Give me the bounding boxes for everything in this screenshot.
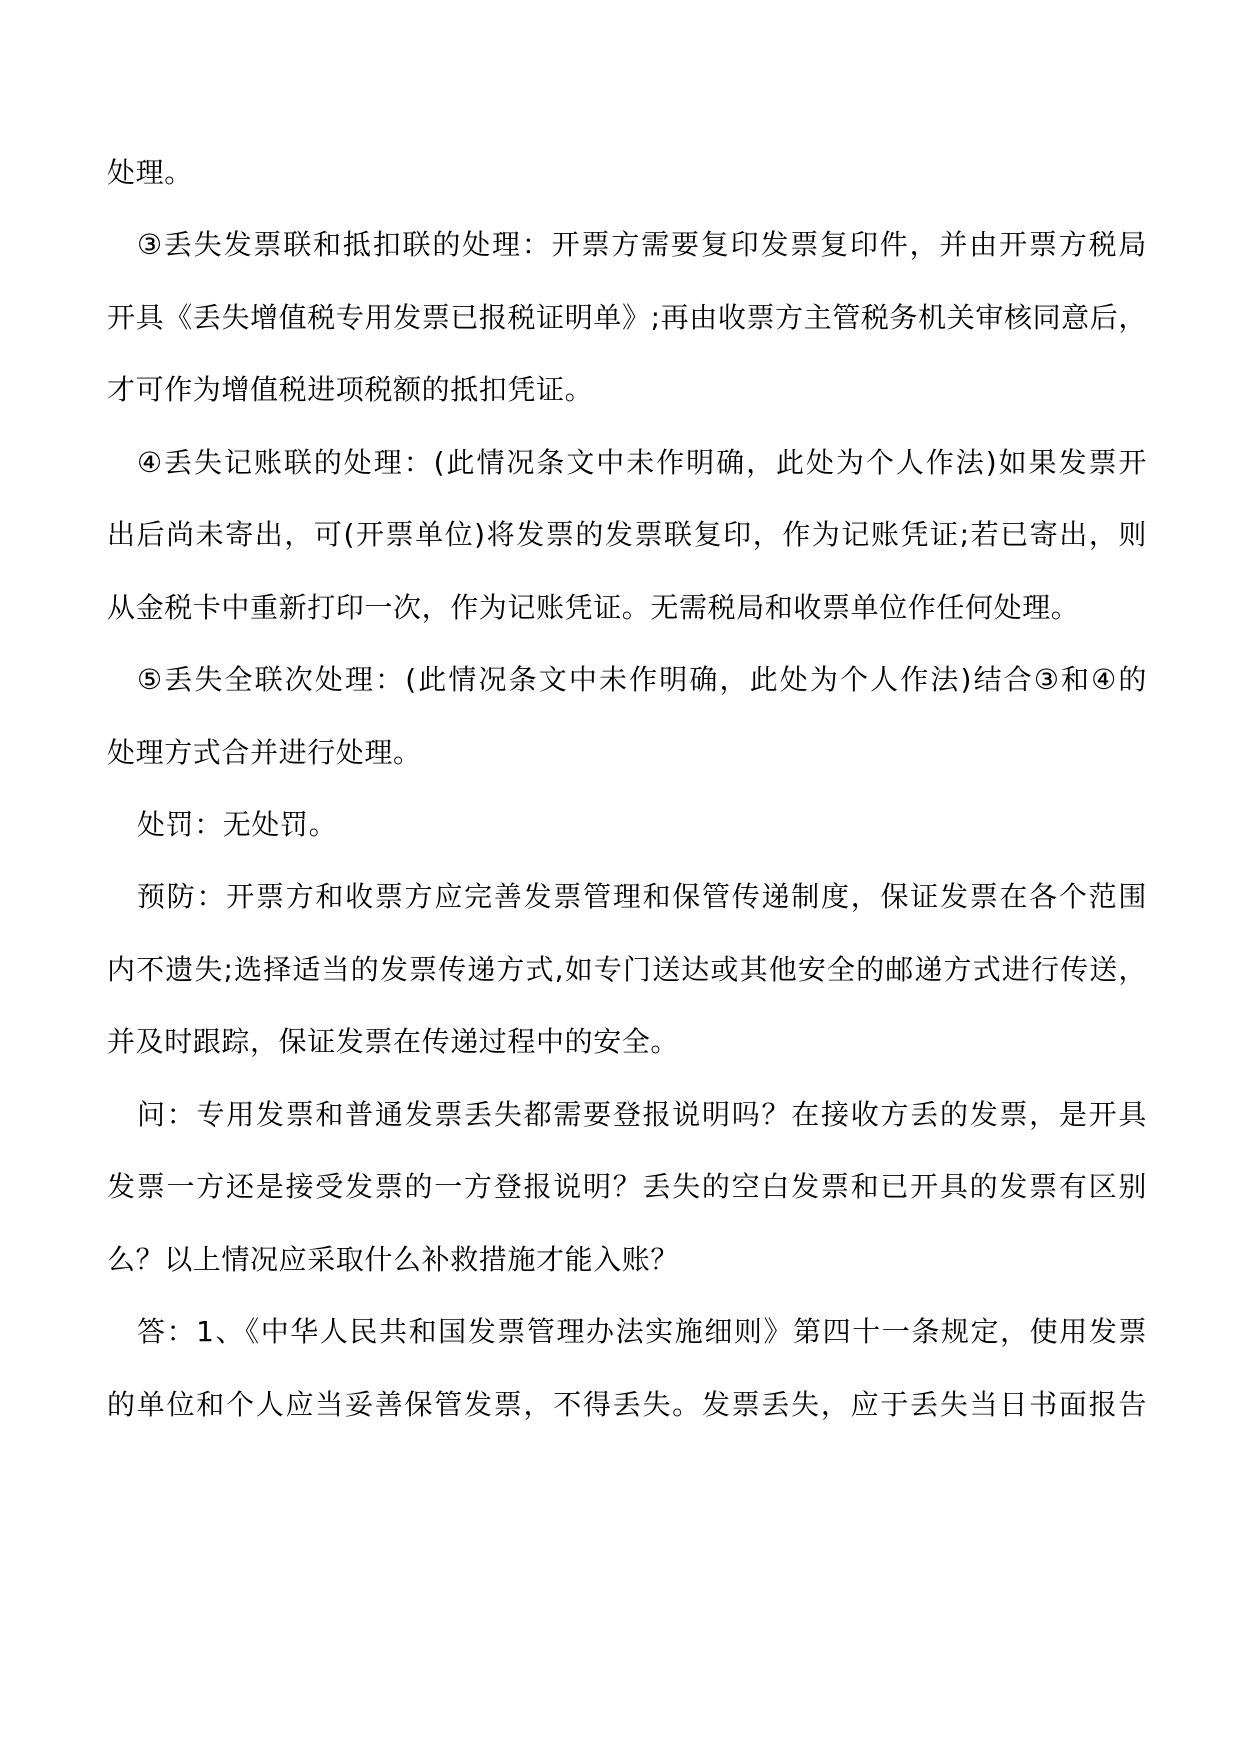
text-line: 么？以上情况应采取什么补救措施才能入账？ [107, 1243, 680, 1276]
text-line: 并及时跟踪，保证发票在传递过程中的安全。 [107, 1025, 680, 1058]
text-line: 答：1、《中华人民共和国发票管理办法实施细则》第四十一条规定，使用发票 [137, 1315, 1147, 1348]
text-line: 内不遗失;选择适当的发票传递方式,如专门送达或其他安全的邮递方式进行传送， [107, 953, 1147, 986]
text-line: 问：专用发票和普通发票丢失都需要登报说明吗？在接收方丢的发票，是开具 [137, 1098, 1147, 1131]
text-line: 出后尚未寄出，可(开票单位)将发票的发票联复印，作为记账凭证;若已寄出，则 [107, 518, 1147, 551]
text-line: 从金税卡中重新打印一次，作为记账凭证。无需税局和收票单位作任何处理。 [107, 591, 1080, 624]
text-line: 发票一方还是接受发票的一方登报说明？丢失的空白发票和已开具的发票有区别 [107, 1170, 1147, 1203]
text-line: 预防：开票方和收票方应完善发票管理和保管传递制度，保证发票在各个范围 [137, 880, 1147, 913]
text-line: 开具《丢失增值税专用发票已报税证明单》;再由收票方主管税务机关审核同意后， [107, 301, 1147, 334]
text-line: 的单位和个人应当妥善保管发票，不得丢失。发票丢失，应于丢失当日书面报告 [107, 1388, 1147, 1421]
text-line: 处理。 [107, 156, 193, 189]
text-line: ③丢失发票联和抵扣联的处理：开票方需要复印发票复印件，并由开票方税局 [137, 228, 1147, 261]
text-line: 才可作为增值税进项税额的抵扣凭证。 [107, 373, 594, 406]
text-line: ⑤丢失全联次处理：(此情况条文中未作明确，此处为个人作法)结合③和④的 [137, 663, 1147, 696]
text-line: 处罚：无处罚。 [137, 808, 338, 841]
text-line: ④丢失记账联的处理：(此情况条文中未作明确，此处为个人作法)如果发票开 [137, 446, 1147, 479]
text-line: 处理方式合并进行处理。 [107, 736, 422, 769]
